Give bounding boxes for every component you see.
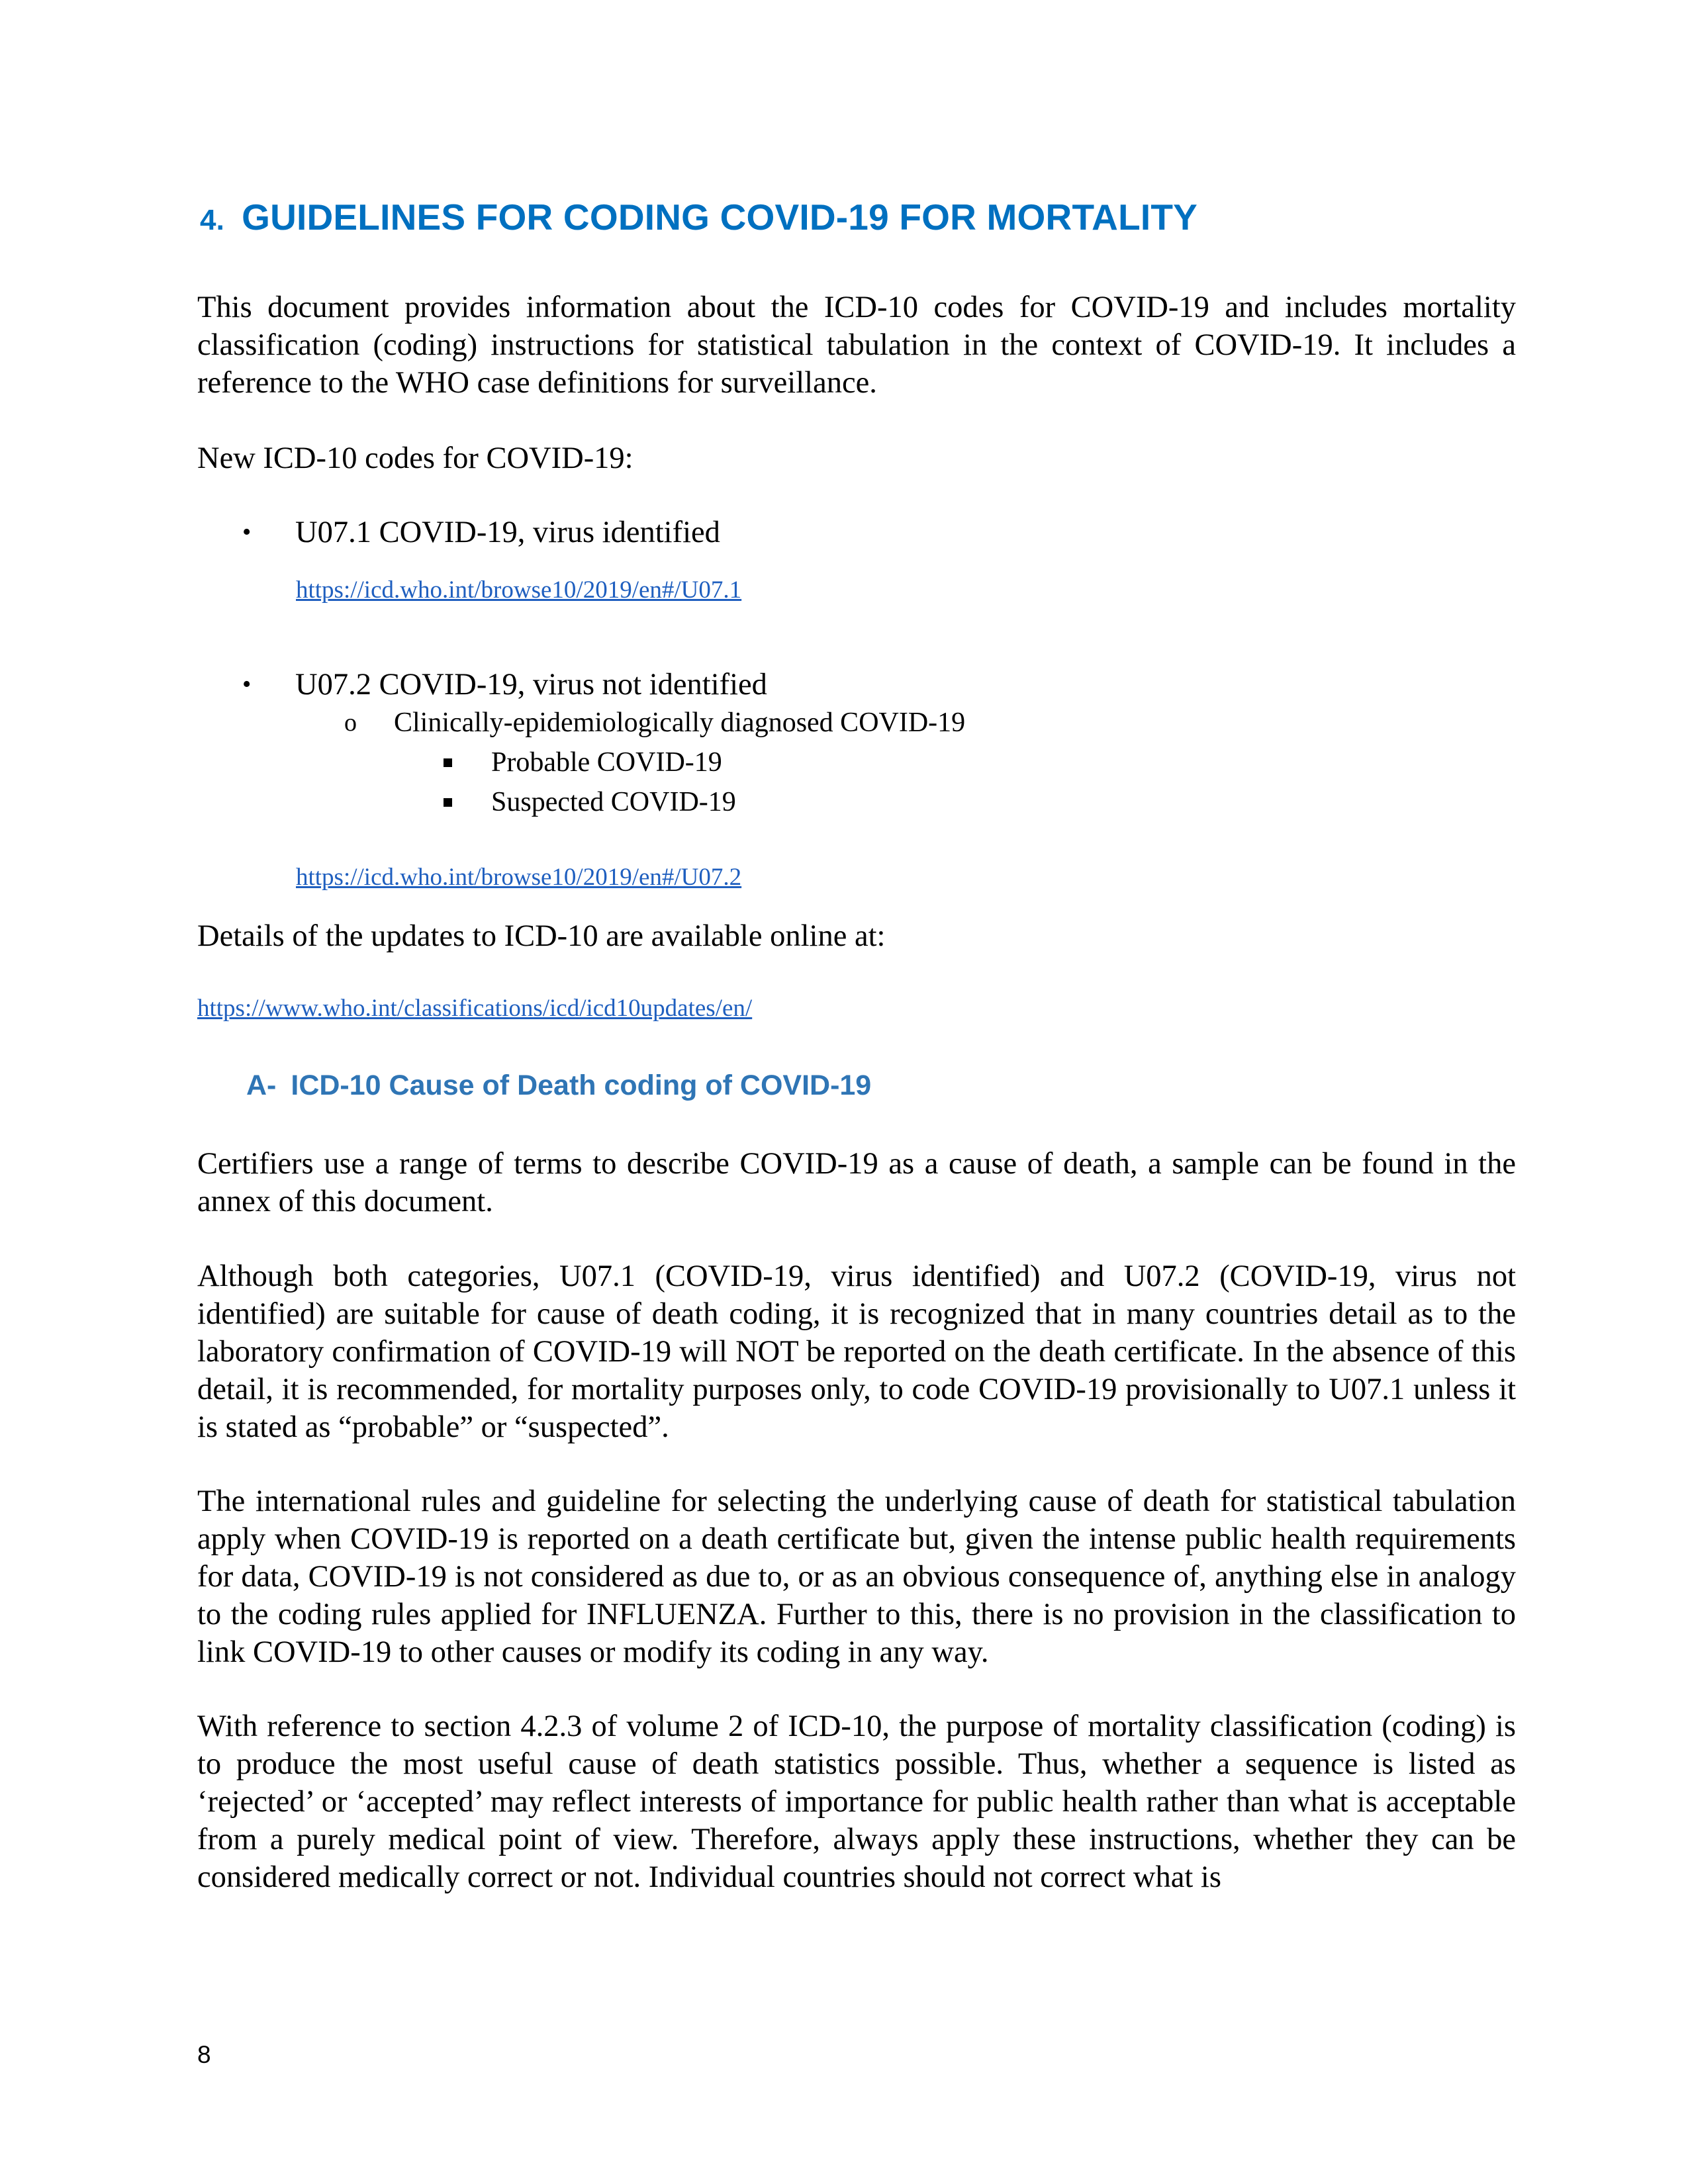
code-u071-link[interactable]: https://icd.who.int/browse10/2019/en#/U07.1 (296, 576, 742, 604)
sub-bullet-icon: o (344, 709, 357, 737)
square-bullet-icon (444, 758, 452, 767)
code-u072-link[interactable]: https://icd.who.int/browse10/2019/en#/U07.2 (296, 864, 742, 891)
section-title: GUIDELINES FOR CODING COVID-19 FOR MORTALITY (242, 197, 1198, 238)
section-number: 4. (200, 204, 225, 236)
updates-text: Details of the updates to ICD-10 are available online at: (197, 919, 886, 953)
subsection-prefix: A- (246, 1069, 277, 1101)
square-bullet-icon (444, 798, 452, 807)
subsection-title: ICD-10 Cause of Death coding of COVID-19 (291, 1069, 872, 1101)
page-number: 8 (197, 2041, 211, 2068)
body-paragraph: Certifiers use a range of terms to describe COVID-19 as a cause of death, a sample can be found in the annex of this document. (197, 1147, 1516, 1218)
updates-link[interactable]: https://www.who.int/classifications/icd/icd10updates/en/ (197, 995, 753, 1022)
new-codes-label: New ICD-10 codes for COVID-19: (197, 441, 633, 475)
code-u071-label: U07.1 COVID-19, virus identified (295, 516, 720, 549)
sub-sub-item: Probable COVID-19 (491, 747, 722, 778)
sub-sub-item: Suspected COVID-19 (491, 787, 736, 817)
subsection-heading (246, 1069, 871, 1102)
bullet-icon: • (242, 670, 252, 698)
sub-item: Clinically-epidemiologically diagnosed COVID-19 (394, 707, 966, 738)
bullet-icon: • (242, 518, 252, 546)
section-heading (200, 196, 1197, 238)
intro-paragraph: This document provides information about the ICD-10 codes for COVID-19 and includes mortality classification (coding) instructions for statistical tabulation in the context of COVID-19. It includes a reference to the WHO case definitions for surveillance. (197, 291, 1516, 400)
body-paragraph: Although both categories, U07.1 (COVID-19, virus identified) and U07.2 (COVID-19, virus not identified) are suitable for cause of death coding, it is recognized that in many countries detail as to the laboratory confirmation of COVID-19 will NOT be reported on the death certificate. In the absence of this detail, it is recommended, for mortality purposes only, to code COVID-19 provisionally to U07.1 unless it is stated as “probable” or “suspected”. (197, 1259, 1516, 1444)
body-paragraph: With reference to section 4.2.3 of volume 2 of ICD-10, the purpose of mortality classification (coding) is to produce the most useful cause of death statistics possible. Thus, whether a sequence is listed as ‘rejected’ or ‘accepted’ may reflect interests of importance for public health rather than what is acceptable from a purely medical point of view. Therefore, always apply these instructions, whether they can be considered medically correct or not. Individual countries should not correct what is (197, 1709, 1516, 1894)
body-paragraph: The international rules and guideline for selecting the underlying cause of death for statistical tabulation apply when COVID-19 is reported on a death certificate but, given the intense public health requirements for data, COVID-19 is not considered as due to, or as an obvious consequence of, anything else in analogy to the coding rules applied for INFLUENZA. Further to this, there is no provision in the classification to link COVID-19 to other causes or modify its coding in any way. (197, 1484, 1516, 1669)
code-u072-label: U07.2 COVID-19, virus not identified (295, 668, 767, 702)
